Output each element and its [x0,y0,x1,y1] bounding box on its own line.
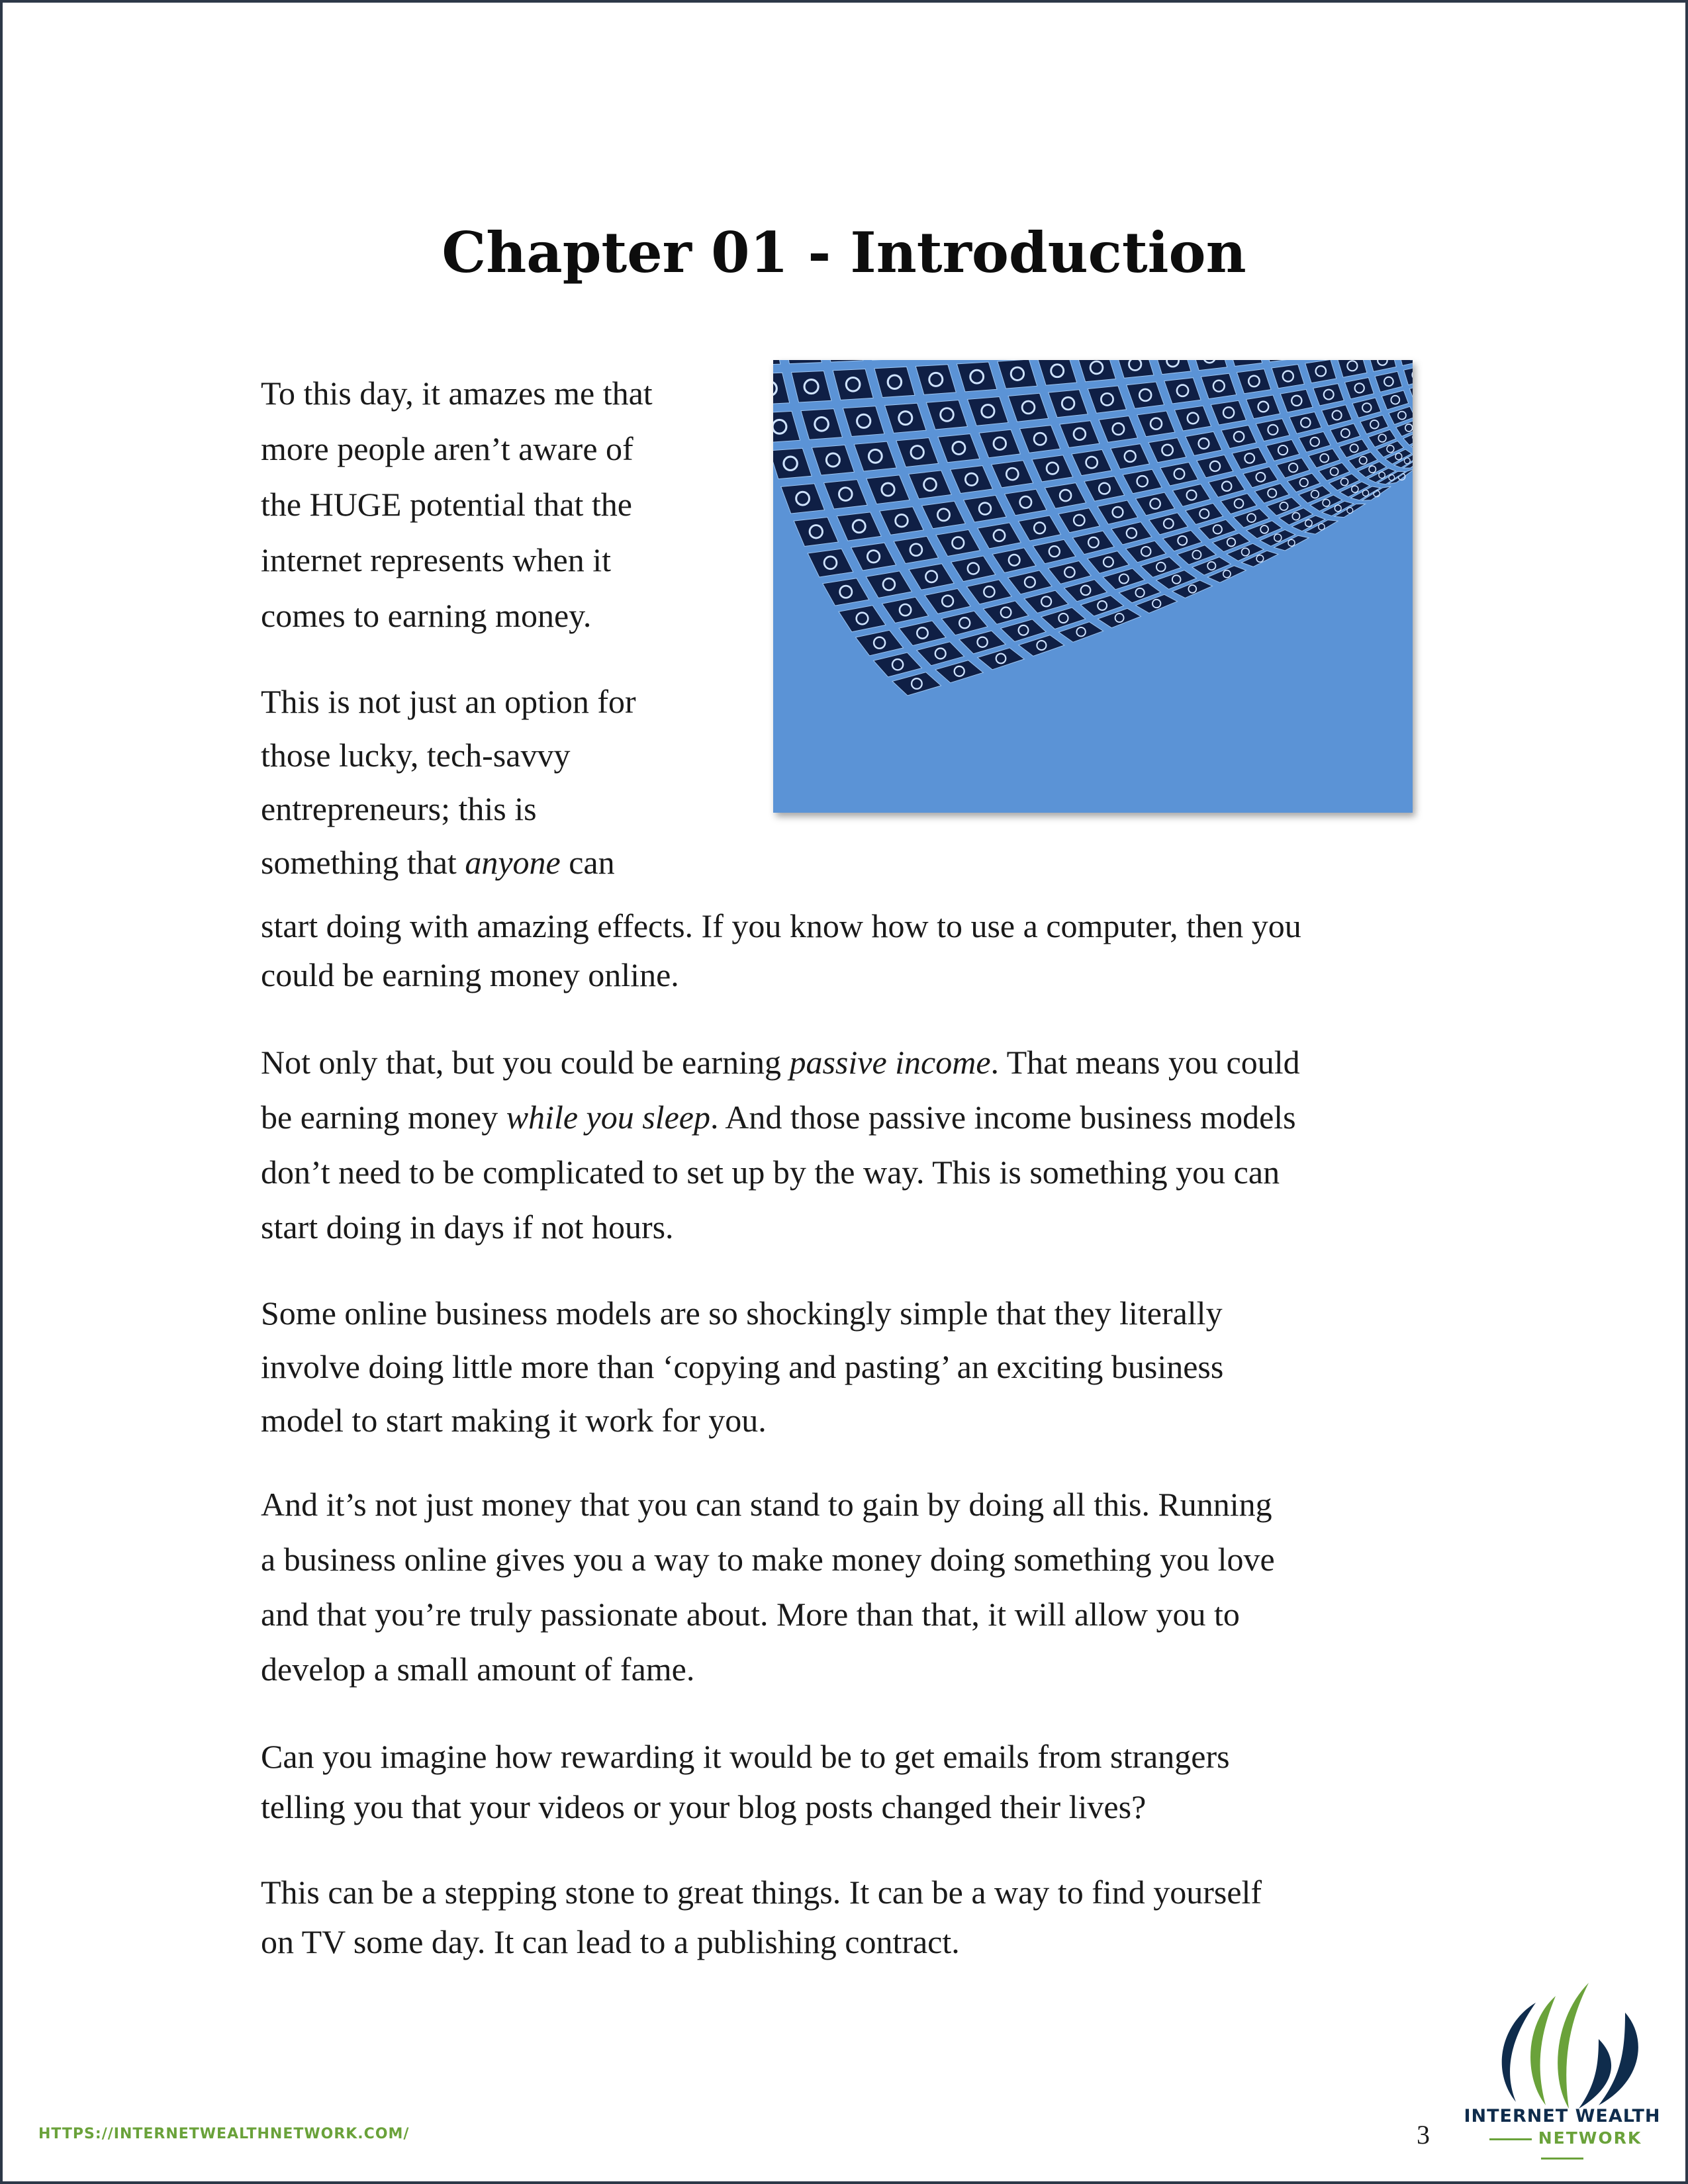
paragraph-not-just-money [261,1477,1275,1697]
text-line: could be earning money online. [261,956,679,993]
emphasis-passive-income: passive income [789,1044,991,1081]
text-run: be earning money [261,1099,506,1136]
logo-text-internet-wealth: INTERNET WEALTH [1464,2106,1661,2126]
text-line: telling you that your videos or your blog posts changed their lives? [261,1788,1147,1825]
social-media-icons-image [773,360,1413,813]
page-number: 3 [1417,2120,1430,2150]
paragraph-intro [261,365,653,643]
text-run: Not only that, but you could be earning [261,1044,790,1081]
logo-swoosh-green-top [1558,1983,1589,2109]
text-line: This is not just an option for [261,683,636,720]
text-line: This can be a stepping stone to great things. It can be a way to find yourself [261,1874,1262,1911]
text-line: on TV some day. It can lead to a publishing contract. [261,1923,960,1960]
emphasis-anyone: anyone [465,844,561,881]
text-line: Some online business models are so shockingly simple that they literally [261,1295,1223,1332]
text-line: model to start making it work for you. [261,1402,767,1439]
text-run: can [560,844,615,881]
chapter-title: Chapter 01 - Introduction [442,220,1246,286]
social-media-icons-grid-image [773,360,1413,813]
text-line: more people aren’t aware of [261,430,633,467]
logo-text-network-row [1456,2128,1668,2167]
text-line: comes to earning money. [261,597,592,634]
text-line: develop a small amount of fame. [261,1651,695,1688]
text-line: those lucky, tech-savvy [261,737,571,774]
paragraph-option [261,675,636,889]
text-line: involve doing little more than ‘copying and pasting’ an exciting business [261,1348,1224,1385]
text-line: don’t need to be complicated to set up by the way. This is something you can [261,1154,1280,1191]
text-line: the HUGE potential that the [261,486,632,523]
logo-rule-left [1489,2138,1532,2140]
text-line: internet represents when it [261,541,611,578]
text-line: and that you’re truly passionate about. More than that, it will allow you to [261,1596,1240,1633]
logo-text-network: NETWORK [1538,2128,1642,2148]
paragraph-imagine [261,1731,1230,1832]
text-line: start doing with amazing effects. If you know how to use a computer, then you [261,907,1301,944]
logo-swoosh-green-left [1530,1996,1556,2105]
text-line [261,1090,1300,1145]
text-line [261,1035,1300,1090]
logo-rule-right [1541,2158,1583,2160]
paragraph-stepping-stone [261,1868,1262,1967]
text-run: . And those passive income business models [710,1099,1296,1136]
footer-url[interactable]: HTTPS://INTERNETWEALTHNETWORK.COM/ [38,2126,410,2142]
text-line: entrepreneurs; this is [261,790,537,827]
paragraph-passive-income [261,1035,1300,1255]
text-line [261,836,636,889]
paragraph-simple-models [261,1287,1223,1447]
text-line: To this day, it amazes me that [261,375,653,412]
text-run: something that [261,844,465,881]
emphasis-while-you-sleep: while you sleep [506,1099,710,1136]
app-icon-tile [773,360,780,365]
text-line: start doing in days if not hours. [261,1208,674,1246]
text-line: a business online gives you a way to make money doing something you love [261,1541,1275,1578]
text-line: Can you imagine how rewarding it would be to get emails from strangers [261,1738,1230,1775]
text-run: . That means you could [990,1044,1300,1081]
text-line: And it’s not just money that you can stand to gain by doing all this. Running [261,1486,1272,1523]
paragraph-option-continued [261,901,1301,999]
